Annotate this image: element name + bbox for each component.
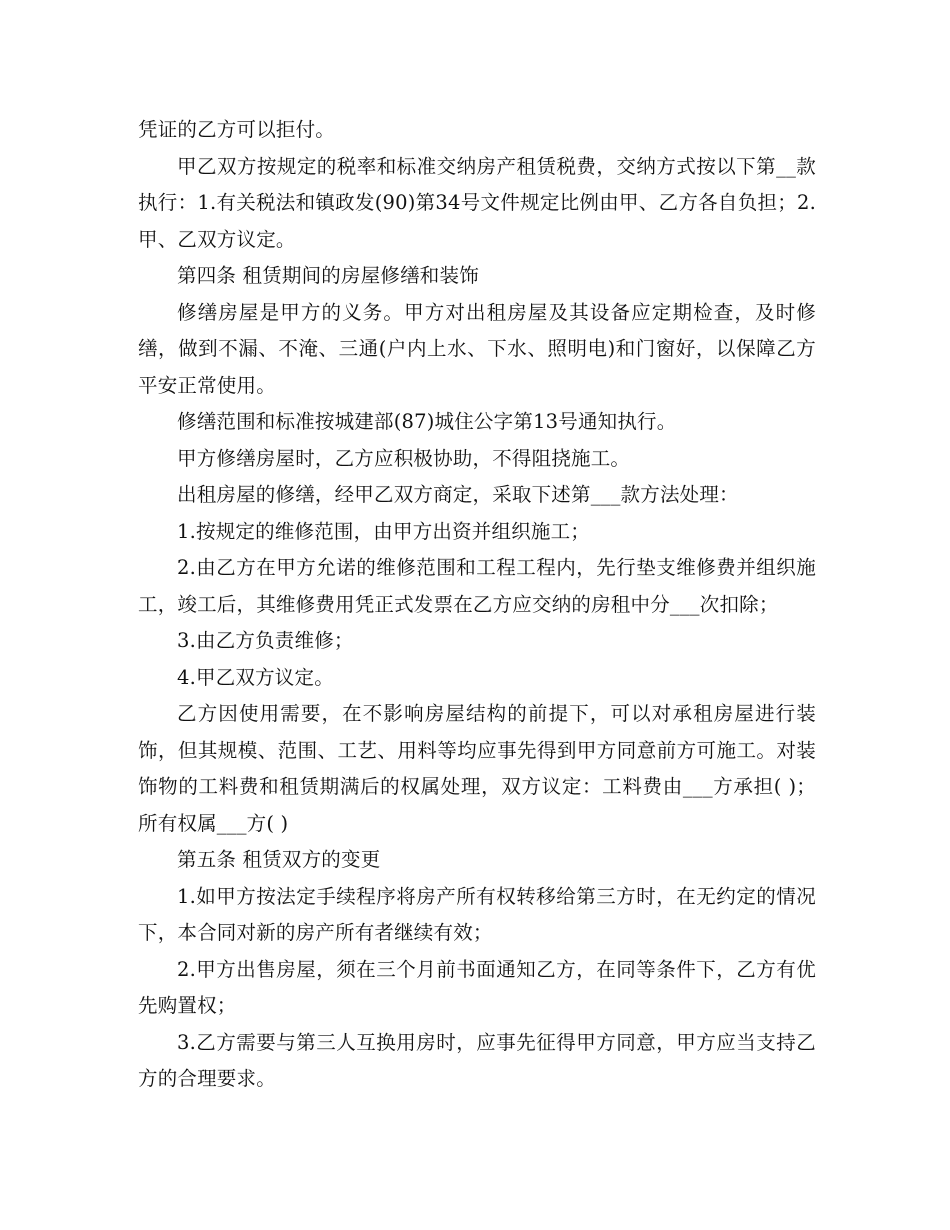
- paragraph-tax-payment: 甲乙双方按规定的税率和标准交纳房产租赁税费，交纳方式按以下第__款执行：1.有关税法和镇政发(90)第34号文件规定比例由甲、乙方各自负担；2.甲、乙双方议定。: [138, 154, 816, 251]
- paragraph-repair-cooperation: 甲方修缮房屋时，乙方应积极协助，不得阻挠施工。: [177, 446, 631, 470]
- paragraph-decoration: 乙方因使用需要，在不影响房屋结构的前提下，可以对承租房屋进行装饰，但其规模、范围、工艺、用料等均应事先得到甲方同意前方可施工。对装饰物的工料费和租赁期满后的权属处理，双方议定：工料费由___方承担( )；所有权属___方( ): [138, 702, 816, 835]
- list-item-repair-option-2: 2.由乙方在甲方允诺的维修范围和工程工程内，先行垫支维修费并组织施工，竣工后，其维修费用凭正式发票在乙方应交纳的房租中分___次扣除；: [138, 556, 816, 616]
- article-4-heading: 第四条 租赁期间的房屋修缮和装饰: [177, 264, 479, 287]
- list-item-repair-option-4: 4.甲乙双方议定。: [177, 665, 334, 689]
- paragraph-payment-refusal: 凭证的乙方可以拒付。: [138, 118, 336, 141]
- paragraph-repair-method: 出租房屋的修缮，经甲乙双方商定，采取下述第___款方法处理：: [177, 483, 739, 506]
- list-item-change-2: 2.甲方出售房屋，须在三个月前书面通知乙方，在同等条件下，乙方有优先购置权；: [138, 957, 816, 1017]
- document-body: [138, 112, 816, 1098]
- paragraph-repair-scope: 修缮范围和标准按城建部(87)城住公字第13号通知执行。: [177, 410, 677, 433]
- list-item-change-1: 1.如甲方按法定手续程序将房产所有权转移给第三方时，在无约定的情况下，本合同对新的房产所有者继续有效；: [138, 884, 816, 944]
- article-5-heading: 第五条 租赁双方的变更: [177, 848, 381, 871]
- list-item-repair-option-3: 3.由乙方负责维修；: [177, 629, 354, 652]
- list-item-repair-option-1: 1.按规定的维修范围，由甲方出资并组织施工；: [177, 519, 591, 543]
- list-item-change-3: 3.乙方需要与第三人互换用房时，应事先征得甲方同意，甲方应当支持乙方的合理要求。: [138, 1030, 816, 1090]
- paragraph-repair-obligation: 修缮房屋是甲方的义务。甲方对出租房屋及其设备应定期检查，及时修缮，做到不漏、不淹、三通(户内上水、下水、照明电)和门窗好，以保障乙方平安正常使用。: [138, 300, 816, 397]
